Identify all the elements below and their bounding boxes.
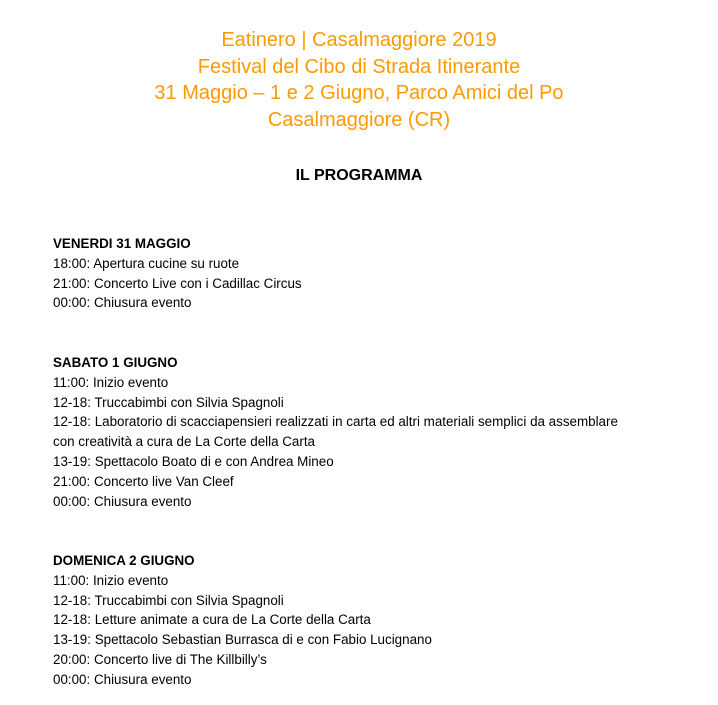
event-line: 13-19: Spettacolo Sebastian Burrasca di e con Fabio Lucignano (53, 632, 432, 648)
header-subtitle: Festival del Cibo di Strada Itinerante (197, 55, 521, 78)
header-title: Eatinero | Casalmaggiore 2019 (221, 29, 497, 51)
event-line: 13-19: Spettacolo Boato di e con Andrea Mineo (53, 453, 334, 469)
event-line: 21:00: Concerto live Van Cleef (53, 473, 234, 489)
document-header (0, 27, 718, 133)
day-section-venerdi (53, 234, 673, 313)
event-line: 12-18: Truccabimbi con Silvia Spagnoli (53, 592, 284, 608)
header-dates-location: 31 Maggio – 1 e 2 Giugno, Parco Amici del Po (154, 82, 564, 104)
event-line: 00:00: Chiusura evento (53, 671, 192, 687)
event-line: 00:00: Chiusura evento (53, 295, 192, 311)
day-title: VENERDI 31 MAGGIO (53, 236, 191, 251)
event-line: 12-18: Laboratorio di scacciapensieri realizzati in carta ed altri materiali semplici da assemblare (53, 414, 618, 430)
event-line: 12-18: Truccabimbi con Silvia Spagnoli (53, 394, 284, 410)
day-section-domenica (53, 551, 673, 690)
day-title: SABATO 1 GIUGNO (53, 355, 178, 370)
day-section-sabato (53, 353, 673, 511)
program-title: IL PROGRAMMA (295, 167, 423, 184)
day-title: DOMENICA 2 GIUGNO (53, 553, 195, 568)
event-line: 18:00: Apertura cucine su ruote (53, 255, 240, 271)
event-line: 11:00: Inizio evento (53, 572, 169, 588)
event-line: 11:00: Inizio evento (53, 374, 169, 390)
event-line: 00:00: Chiusura evento (53, 493, 192, 509)
event-line: 20:00: Concerto live di The Killbilly’s (53, 651, 267, 667)
header-city: Casalmaggiore (CR) (267, 108, 451, 131)
event-line: 12-18: Letture animate a cura de La Corte della Carta (53, 612, 371, 628)
event-line: 21:00: Concerto Live con i Cadillac Circus (53, 275, 302, 291)
event-line-continuation: con creatività a cura de La Corte della Carta (53, 434, 316, 450)
